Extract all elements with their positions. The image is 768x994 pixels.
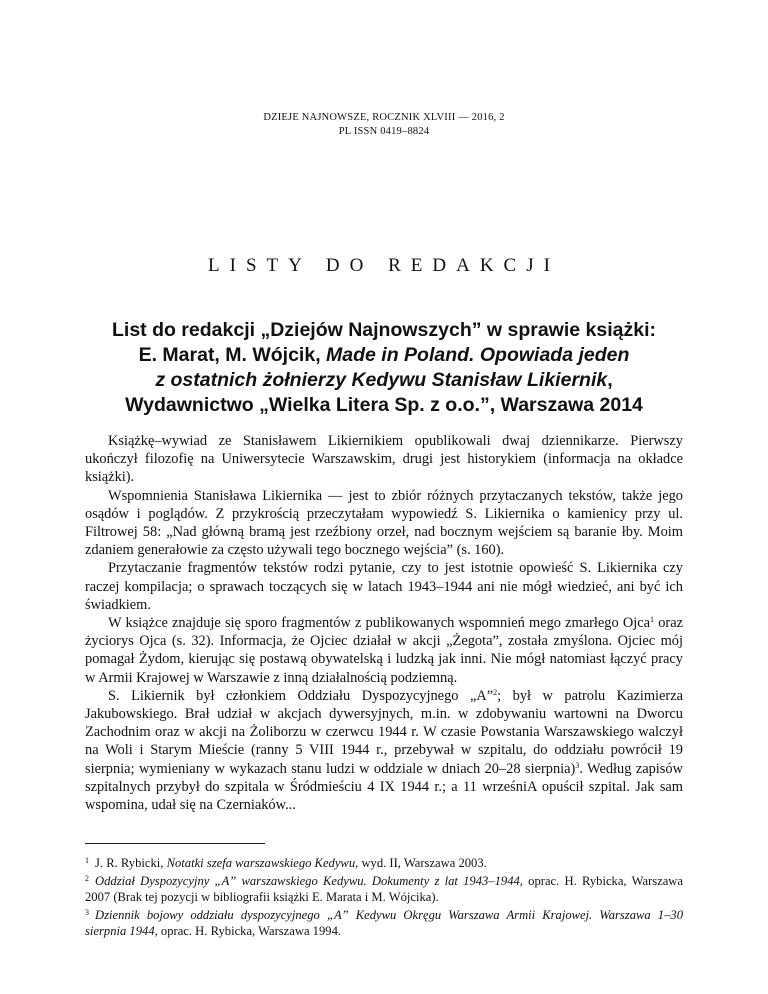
paragraph-text: S. Likiernik był członkiem Oddziału Dyspozycyjnego „A” xyxy=(108,687,494,704)
paragraph-text: oraz życiorys Ojca (s. 32). Informacja, że Ojciec działał w akcji „Żegota”, została zmyślona. Ojciec mój pomagał Żydom, kierując się postawą obywatelską i ludzką jak inni. Nie mógł natomiast łączyć pracy w Armii Krajowej w Warszawie z inną działalnością podziemną. xyxy=(85,615,683,686)
footnote xyxy=(85,905,683,939)
title-line-2 xyxy=(60,343,708,368)
paragraph xyxy=(85,687,683,814)
paragraph-text: ; był w patrolu Kazimierza Jakubowskiego. Brał udział w akcjach dywersyjnych, m.in. w zdobywaniu wartowni na Dworcu Zachodnim oraz w akcji na Żoliborzu w czerwcu 1944 r. W czasie Powstania Warszawskiego walczył na Woli i Starym Mieście (ranny 5 VIII 1944 r., przebywał w szpitalu, do oddziału powrócił 19 sierpnia; wymieniany w wykazach stanu ludzi w oddziale w dniach 20–28 sierpnia) xyxy=(85,687,683,777)
journal-header xyxy=(0,111,768,139)
footnote-ref[interactable]: 1 xyxy=(650,615,655,625)
paragraph: Przytaczanie fragmentów tekstów rodzi pytanie, czy to jest istotnie opowieść S. Likiernika czy raczej kompilacja; o sprawach toczących się w latach 1943–1944 ani nie mógł wiedzieć, ani być ich świadkiem. xyxy=(85,560,683,613)
title-line-1: List do redakcji „Dziejów Najnowszych” w sprawie książki: xyxy=(111,319,656,341)
article-body xyxy=(85,432,683,814)
title-comma: , xyxy=(607,369,613,391)
footnote-title: Oddział Dyspozycyjny „A” warszawskiego Kedywu. Dokumenty z lat 1943–1944 xyxy=(95,874,520,888)
footnote-title: Notatki szefa warszawskiego Kedywu xyxy=(166,856,356,870)
footnote-ref[interactable]: 3 xyxy=(575,760,580,770)
title-line-4: Wydawnictwo „Wielka Litera Sp. z o.o.”, Warszawa 2014 xyxy=(125,394,643,416)
footnote xyxy=(85,871,683,905)
title-authors: E. Marat, M. Wójcik, xyxy=(138,344,327,366)
footnote-ref[interactable]: 2 xyxy=(493,687,498,697)
article-title xyxy=(60,318,708,418)
title-book-name: Made in Poland. Opowiada jeden xyxy=(326,344,630,366)
paragraph-text: . Według zapisów szpitalnych przybył do szpitala w Śródmieściu 4 IX 1944 r.; a 11 wrześniA opuścił szpital. Jak sam wspomina, udał się na Czerniaków... xyxy=(85,760,683,814)
footnote-text: , oprac. H. Rybicka, Warszawa 2007 (Brak tej pozycji w bibliografii książki E. Marata i M. Wójcika). xyxy=(85,874,683,904)
footnote-number: 2 xyxy=(85,874,89,883)
title-book-subtitle: z ostatnich żołnierzy Kedywu Stanisław Likiernik xyxy=(155,369,608,391)
title-line-3 xyxy=(60,368,708,393)
footnote xyxy=(85,853,683,871)
footnote-text: J. R. Rybicki, xyxy=(95,856,167,870)
paragraph xyxy=(85,614,683,687)
paragraph: Książkę–wywiad ze Stanisławem Likiernikiem opublikowali dwaj dziennikarze. Pierwszy ukończył filozofię na Uniwersytecie Warszawskim, drugi jest historykiem (informacja na okładce książki). xyxy=(85,433,683,486)
journal-issue: DZIEJE NAJNOWSZE, ROCZNIK XLVIII — 2016, 2 xyxy=(263,112,505,123)
footnote-divider xyxy=(85,843,265,844)
section-heading: LISTY DO REDAKCJI xyxy=(208,255,560,276)
footnotes xyxy=(85,853,683,939)
footnote-number: 3 xyxy=(85,908,89,917)
footnote-text: , oprac. H. Rybicka, Warszawa 1994. xyxy=(154,924,342,938)
footnote-title: Dziennik bojowy oddziału dyspozycyjnego „A” Kedywu Okręgu Warszawa Armii Krajowej. Warszawa 1–30 sierpnia 1944 xyxy=(85,908,683,938)
footnote-number: 1 xyxy=(85,856,89,865)
footnote-text: , wyd. II, Warszawa 2003. xyxy=(355,856,487,870)
paragraph: Wspomnienia Stanisława Likiernika — jest to zbiór różnych przytaczanych tekstów, także jego osądów i poglądów. Z przykrością przeczytałam wypowiedź S. Likiernika o kamienicy przy ul. Filtrowej 58: „Nad główną bramą jest rzeźbiony orzeł, nad bocznym wejściem są baranie łby. Moim zdaniem generałowie za często używali tego bocznego wejścia” (s. 160). xyxy=(85,487,683,559)
paragraph-text: W książce znajduje się sporo fragmentów z publikowanych wspomnień mego zmarłego Ojca xyxy=(108,615,651,632)
journal-issn: PL ISSN 0419–8824 xyxy=(338,126,430,137)
